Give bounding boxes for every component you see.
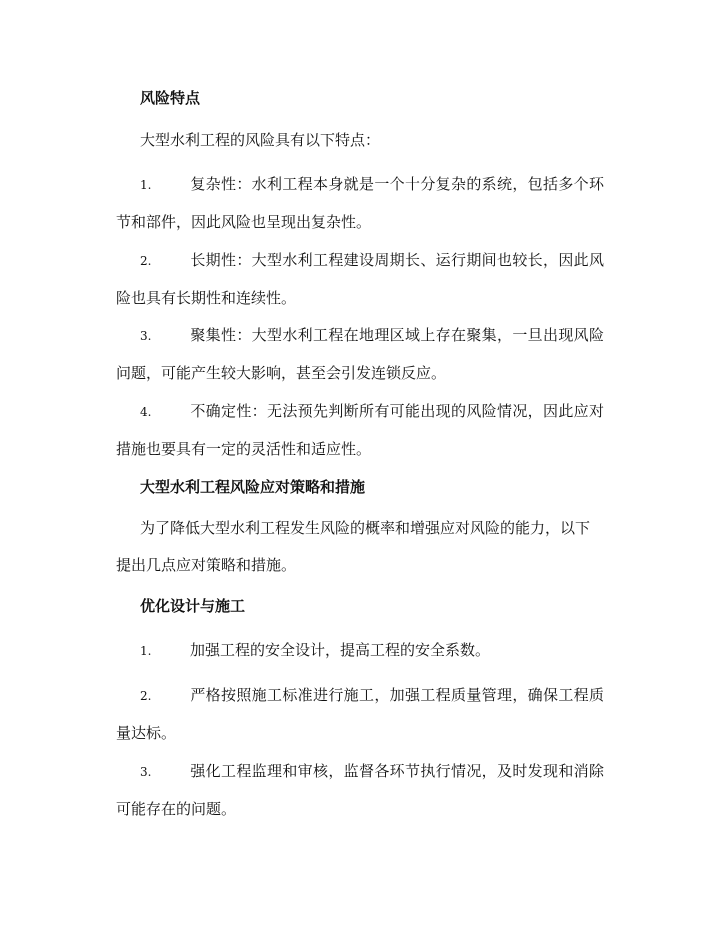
section-heading-design: 优化设计与施工	[140, 597, 246, 615]
list-item-text: 聚集性：大型水利工程在地理区域上存在聚集，一旦出现风险问题，可能产生较大影响，甚至会引发连锁反应。	[116, 326, 604, 382]
list-item-text: 严格按照施工标准进行施工，加强工程质量管理，确保工程质量达标。	[116, 686, 604, 742]
list-item-text: 复杂性：水利工程本身就是一个十分复杂的系统，包括多个环节和部件，因此风险也呈现出复杂性。	[116, 175, 604, 231]
risk-feature-item-2	[116, 242, 604, 317]
design-item-2	[116, 677, 604, 752]
section-heading-risk-features: 风险特点	[140, 89, 201, 107]
risk-feature-item-1	[116, 166, 604, 241]
list-number: 2.	[140, 254, 152, 268]
list-number: 3.	[140, 765, 152, 779]
list-number: 1.	[140, 178, 152, 192]
list-item-text: 加强工程的安全设计，提高工程的安全系数。	[190, 641, 491, 659]
list-number: 2.	[140, 689, 152, 703]
list-item-text: 不确定性：无法预先判断所有可能出现的风险情况，因此应对措施也要具有一定的灵活性和适应性。	[116, 402, 604, 458]
risk-features-intro: 大型水利工程的风险具有以下特点：	[140, 131, 381, 149]
list-number: 3.	[140, 329, 152, 343]
list-number: 4.	[140, 405, 152, 419]
list-item-text: 长期性：大型水利工程建设周期长、运行期间也较长，因此风险也具有长期性和连续性。	[116, 251, 604, 307]
strategies-intro: 为了降低大型水利工程发生风险的概率和增强应对风险的能力，以下提出几点应对策略和措施。	[116, 519, 591, 574]
risk-feature-item-3	[116, 317, 604, 392]
risk-feature-item-4	[116, 393, 604, 468]
list-number: 1.	[140, 644, 152, 658]
list-item-text: 强化工程监理和审核，监督各环节执行情况，及时发现和消除可能存在的问题。	[116, 762, 604, 818]
section-heading-strategies: 大型水利工程风险应对策略和措施	[140, 478, 366, 496]
design-item-3	[116, 753, 604, 828]
design-item-1	[116, 632, 604, 670]
